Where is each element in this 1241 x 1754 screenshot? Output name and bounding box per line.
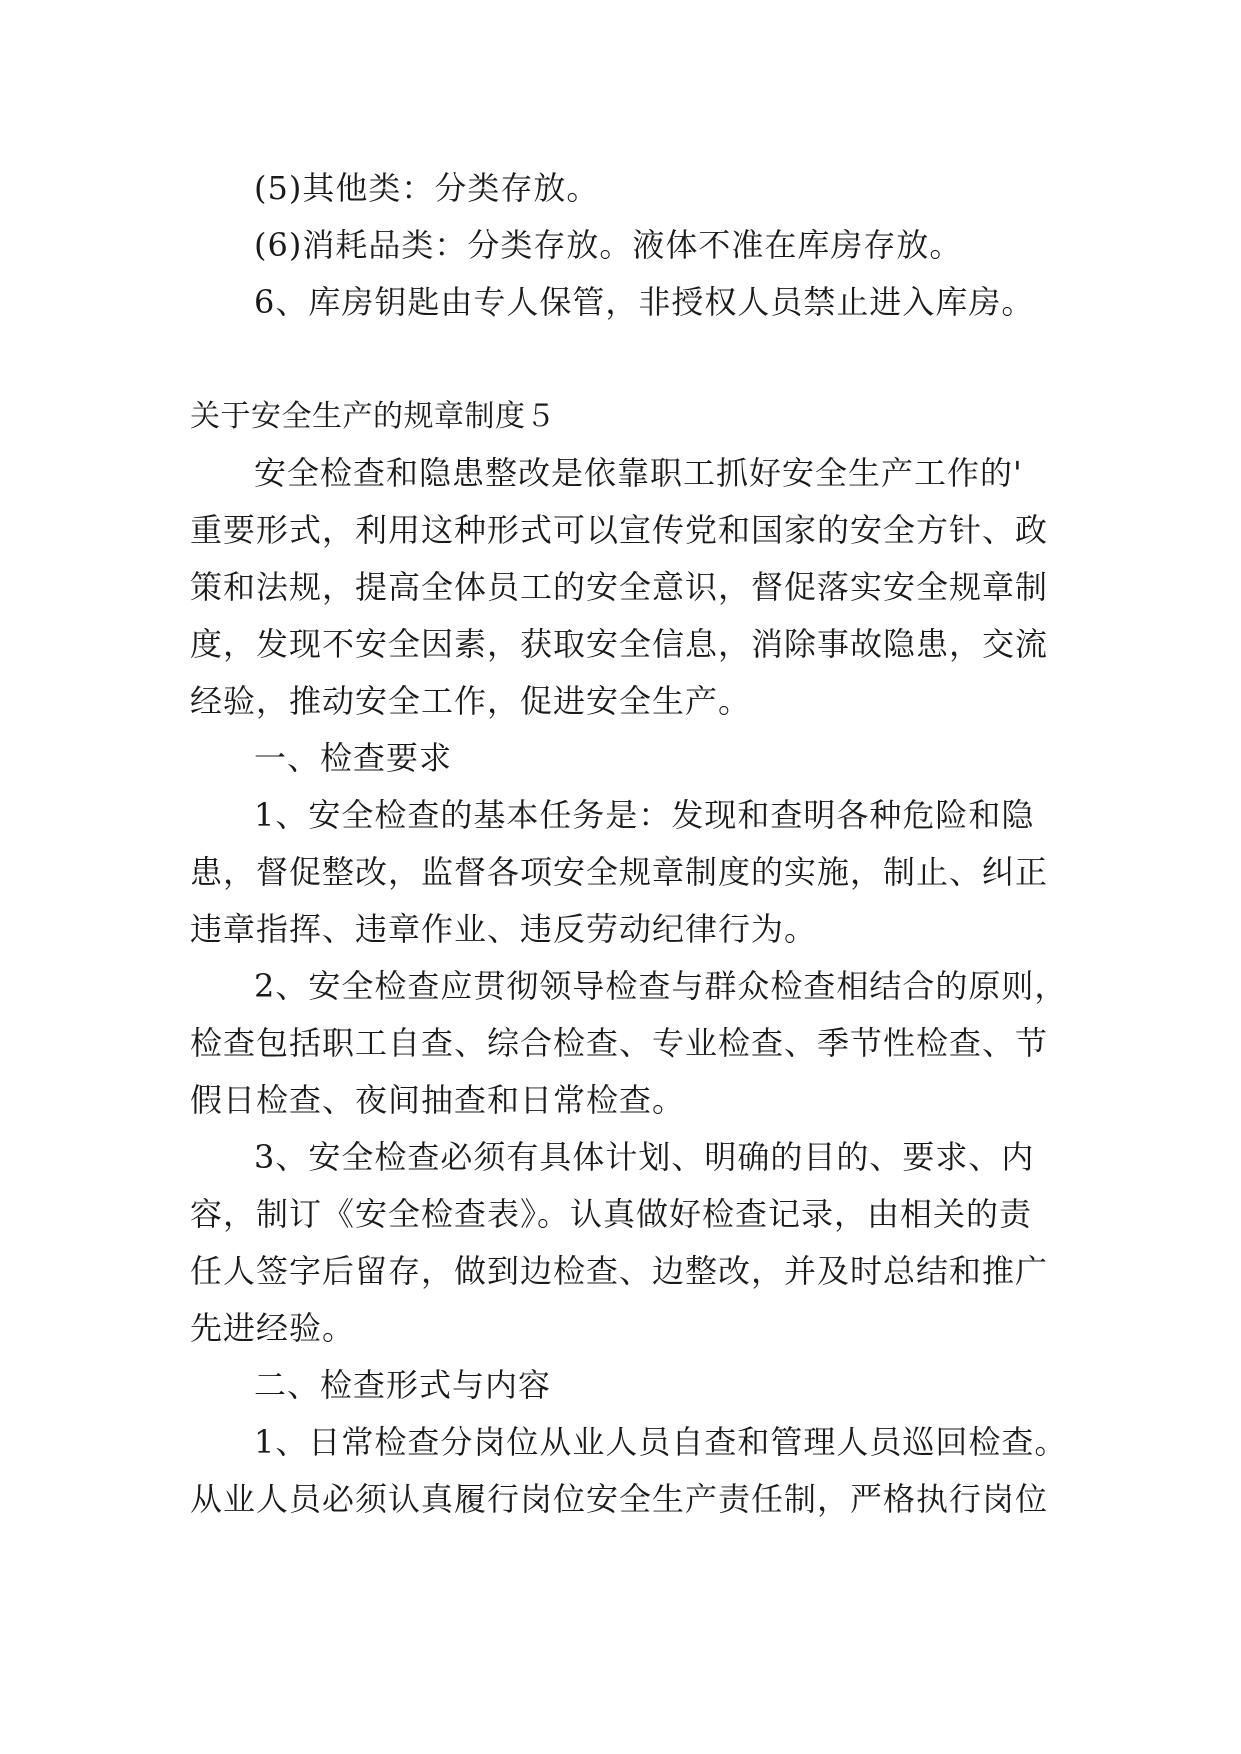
requirement-line: 先进经验。 xyxy=(190,1309,356,1347)
rule-6: 6、库房钥匙由专人保管，非授权人员禁止进入库房。 xyxy=(254,283,1035,321)
requirement-3 xyxy=(190,1129,1050,1357)
heading-inspection-forms: 二、检查形式与内容 xyxy=(254,1366,552,1404)
document-body xyxy=(190,160,1068,1528)
intro-line: 策和法规，提高全体员工的安全意识，督促落实安全规章制 xyxy=(190,568,1049,606)
requirement-line: 假日检查、夜间抽查和日常检查。 xyxy=(190,1081,686,1119)
intro-line: 重要形式，利用这种形式可以宣传党和国家的安全方针、政 xyxy=(190,511,1049,549)
requirement-line: 检查包括职工自查、综合检查、专业检查、季节性检查、节 xyxy=(190,1024,1049,1062)
requirement-line: 1、安全检查的基本任务是：发现和查明各种危险和隐 xyxy=(254,796,1035,834)
requirement-line: 违章指挥、违章作业、违反劳动纪律行为。 xyxy=(190,910,818,948)
intro-line: 经验，推动安全工作，促进安全生产。 xyxy=(190,682,752,720)
intro-line: 度，发现不安全因素，获取安全信息，消除事故隐患，交流 xyxy=(190,625,1049,663)
item-5: (5)其他类：分类存放。 xyxy=(254,169,600,207)
intro-paragraph xyxy=(190,445,1050,730)
requirement-line: 2、安全检查应贯彻领导检查与群众检查相结合的原则， xyxy=(254,967,1068,1005)
form-line: 从业人员必须认真履行岗位安全生产责任制，严格执行岗位 xyxy=(190,1480,1049,1518)
section-title: 关于安全生产的规章制度５ xyxy=(190,399,556,434)
form-1 xyxy=(190,1414,1068,1528)
intro-line: 安全检查和隐患整改是依靠职工抓好安全生产工作的' xyxy=(254,454,1023,492)
requirement-line: 3、安全检查必须有具体计划、明确的目的、要求、内 xyxy=(254,1138,1035,1176)
requirement-line: 容，制订《安全检查表》。认真做好检查记录，由相关的责 xyxy=(190,1195,1033,1233)
requirement-2 xyxy=(190,958,1068,1129)
heading-inspection-requirements: 一、检查要求 xyxy=(254,739,453,777)
requirement-line: 患，督促整改，监督各项安全规章制度的实施，制止、纠正 xyxy=(190,853,1049,891)
item-6: (6)消耗品类：分类存放。液体不准在库房存放。 xyxy=(254,226,963,264)
requirement-line: 任人签字后留存，做到边检查、边整改，并及时总结和推广 xyxy=(190,1252,1049,1290)
requirement-1 xyxy=(190,787,1050,958)
form-line: 1、日常检查分岗位从业人员自查和管理人员巡回检查。 xyxy=(254,1423,1068,1461)
section-spacer xyxy=(190,331,1050,388)
